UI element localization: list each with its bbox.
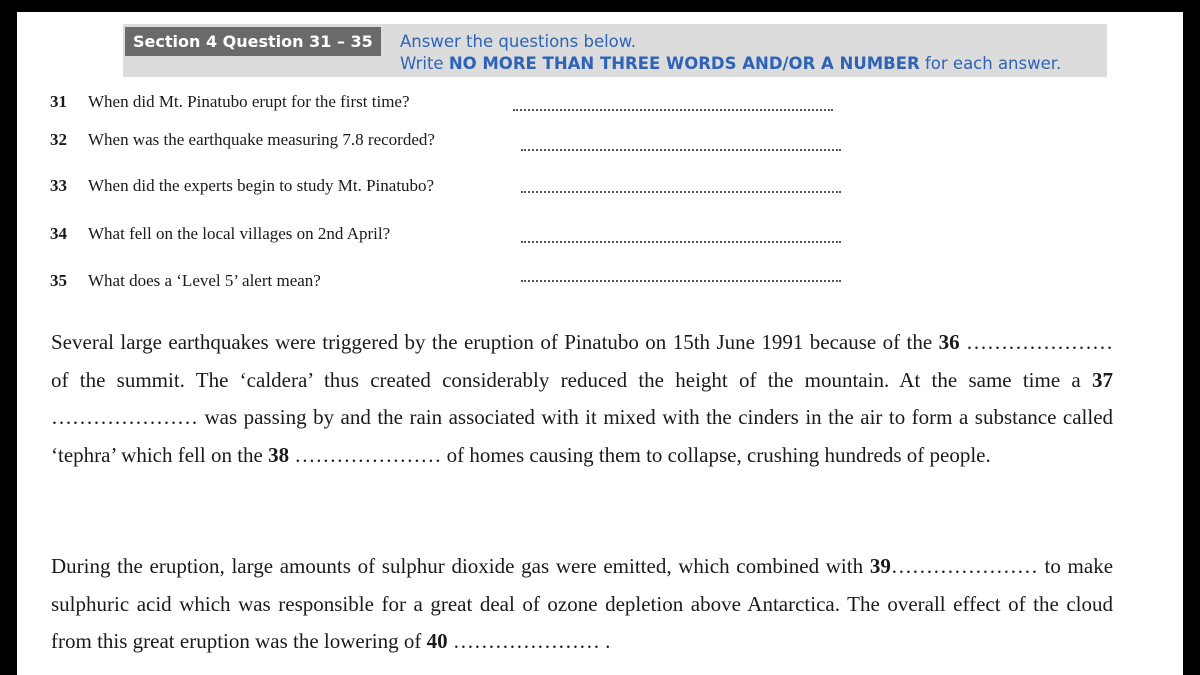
question-number: 34: [50, 224, 67, 243]
paragraph-text: was passing by and the rain associated with it mixed with the cinders in the air to form a substance called ‘tephra’ which fell on the: [51, 405, 1114, 467]
answer-blank[interactable]: [521, 241, 841, 243]
question-text: What does a ‘Level 5’ alert mean?: [88, 271, 321, 290]
gap-number-37: 37: [1092, 367, 1113, 392]
paragraph-text: of the summit. The ‘caldera’ thus created considerably reduced the height of the mountain. At the same time a: [51, 367, 1081, 392]
instruction-suffix: for each answer.: [919, 54, 1062, 73]
paragraph-text: of homes causing them to collapse, crushing hundreds of people.: [446, 442, 991, 467]
paragraph-text: During the eruption, large amounts of sulphur dioxide gas were emitted, which combined with: [51, 554, 864, 578]
gap-40[interactable]: …………………: [452, 629, 600, 654]
question-number: 33: [50, 176, 67, 195]
paragraph-text: to make sulphuric acid which was responsible for a great deal of ozone depletion above Antarctica. The overall effect of the cloud from this great eruption was the lowering of: [51, 554, 1114, 654]
instruction-line-1: Answer the questions below.: [400, 32, 636, 51]
question-number: 35: [50, 271, 67, 290]
paragraph-text: Several large earthquakes were triggered by the eruption of Pinatubo on 15th June 1991 because of the: [51, 330, 933, 354]
question-number: 31: [50, 92, 67, 111]
gap-38[interactable]: …………………: [294, 442, 442, 467]
gap-37[interactable]: …………………: [51, 405, 198, 430]
gap-number-39: 39: [869, 554, 891, 578]
summary-paragraph-1: [51, 324, 1113, 474]
instruction-line-2: [400, 54, 1061, 73]
summary-paragraph-2: [51, 548, 1113, 661]
answer-blank[interactable]: [521, 149, 841, 151]
section-label: Section 4 Question 31 – 35: [125, 27, 381, 56]
answer-blank[interactable]: [521, 191, 841, 193]
question-text: When did the experts begin to study Mt. Pinatubo?: [88, 176, 435, 195]
paragraph-text: .: [605, 629, 611, 654]
answer-blank[interactable]: [513, 109, 833, 111]
question-text: When was the earthquake measuring 7.8 recorded?: [88, 130, 435, 149]
gap-36[interactable]: …………………: [966, 330, 1114, 354]
gap-39[interactable]: …………………: [890, 554, 1038, 578]
instruction-emphasis: NO MORE THAN THREE WORDS AND/OR A NUMBER: [448, 54, 920, 73]
gap-number-36: 36: [938, 330, 960, 354]
instruction-prefix: Write: [400, 54, 449, 73]
question-text: When did Mt. Pinatubo erupt for the first time?: [88, 92, 410, 111]
question-text: What fell on the local villages on 2nd April?: [88, 224, 391, 243]
gap-number-38: 38: [268, 442, 290, 467]
question-number: 32: [50, 130, 67, 149]
gap-number-40: 40: [426, 629, 448, 654]
answer-blank[interactable]: [521, 280, 841, 282]
